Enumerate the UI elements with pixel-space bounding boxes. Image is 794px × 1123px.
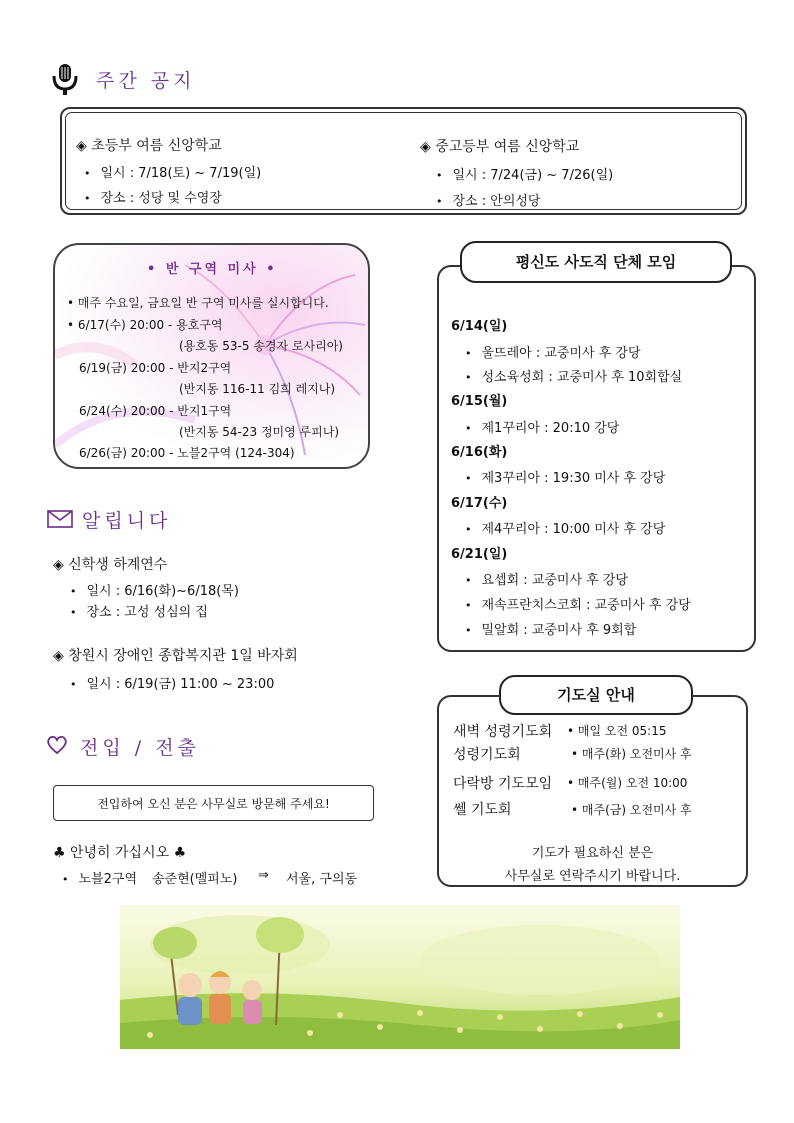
apostolate-date: 6/16(화) — [451, 445, 508, 460]
school-left-title: ◈ 초등부 여름 신앙학교 — [76, 138, 222, 154]
header — [50, 62, 250, 96]
mass-line: 6/19(금) 20:00 - 반지2구역 — [79, 361, 232, 375]
mass-line: 6/24(수) 20:00 - 반지1구역 — [79, 404, 232, 418]
prayer-when: • 매주(화) 오전미사 후 — [571, 747, 692, 761]
mass-line: (반지동 116-11 김희 레지나) — [179, 382, 336, 396]
summer-school-box — [60, 107, 747, 215]
mass-line: (용호동 53-5 송경자 로사리아) — [179, 339, 343, 353]
notice-item-line: • 일시 : 6/16(화)~6/18(목) — [70, 580, 239, 599]
prayer-footer: 기도가 필요하신 분은 — [531, 846, 654, 861]
farewell-title: ♣ 안녕히 가십시오 ♣ — [53, 845, 187, 861]
microphone-icon — [50, 62, 80, 96]
apostolate-item: • 성소육성회 : 교중미사 후 10회합실 — [465, 366, 682, 385]
moving-notice: 전입하여 오신 분은 사무실로 방문해 주세요! — [97, 797, 330, 811]
school-left-line: • 일시 : 7/18(토) ~ 7/19(일) — [84, 162, 261, 181]
farewell-area: • 노블2구역 — [62, 868, 137, 887]
mass-line: • 매주 수요일, 금요일 반 구역 미사를 실시합니다. — [67, 296, 329, 310]
mass-line: • 6/17(수) 20:00 - 용호구역 — [67, 318, 223, 332]
children-spring-meadow-illustration — [120, 905, 680, 1049]
notice-item-line: • 장소 : 고성 성심의 집 — [70, 601, 208, 620]
apostolate-date: 6/15(월) — [451, 394, 508, 409]
moving-title: 전입 / 전출 — [80, 737, 200, 759]
mass-line: (반지동 54-23 정미영 루피나) — [179, 425, 340, 439]
notice-item-title: ◈ 창원시 장애인 종합복지관 1일 바자회 — [53, 648, 298, 664]
apostolate-item: • 밀알회 : 교중미사 후 9회합 — [465, 619, 636, 638]
school-right-title: ◈ 중고등부 여름 신앙학교 — [420, 139, 580, 155]
arrow-icon: ⇒ — [258, 868, 269, 883]
page-title: 주간 공지 — [96, 70, 196, 92]
apostolate-item: • 제3꾸리아 : 19:30 미사 후 강당 — [465, 467, 665, 486]
notices-title: 알립니다 — [82, 510, 172, 532]
prayer-footer: 사무실로 연락주시기 바랍니다. — [504, 869, 681, 884]
farewell-dest: 서울, 구의동 — [286, 872, 358, 887]
prayer-when: • 매주(월) 오전 10:00 — [567, 776, 688, 790]
apostolate-item: • 재속프란치스코회 : 교중미사 후 강당 — [465, 594, 691, 613]
apostolate-date: 6/21(일) — [451, 547, 508, 562]
prayer-name: 새벽 성령기도회 — [453, 724, 553, 740]
prayer-when: • 매주(금) 오전미사 후 — [571, 803, 692, 817]
apostolate-title: 평신도 사도직 단체 모임 — [460, 241, 732, 283]
school-right-line: • 일시 : 7/24(금) ~ 7/26(일) — [436, 164, 613, 183]
apostolate-item: • 제4꾸리아 : 10:00 미사 후 강당 — [465, 518, 665, 537]
mass-line: 6/26(금) 20:00 - 노블2구역 (124-304) — [79, 446, 295, 460]
moving-notice-box — [53, 785, 374, 821]
notice-item-line: • 일시 : 6/19(금) 11:00 ~ 23:00 — [70, 673, 274, 692]
apostolate-item: • 제1꾸리아 : 20:10 강당 — [465, 417, 619, 436]
apostolate-date: 6/14(일) — [451, 319, 508, 334]
group-mass-box — [53, 243, 370, 469]
prayer-when: • 매일 오전 05:15 — [567, 724, 667, 738]
prayer-name: 다락방 기도모임 — [453, 776, 553, 792]
envelope-icon — [47, 510, 73, 528]
heart-icon — [46, 735, 68, 755]
apostolate-item: • 요셉회 : 교중미사 후 강당 — [465, 569, 628, 588]
apostolate-panel — [437, 265, 756, 652]
mass-title: • 반 구역 미사 • — [147, 262, 278, 277]
apostolate-date: 6/17(수) — [451, 496, 508, 511]
school-left-line: • 장소 : 성당 및 수영장 — [84, 187, 222, 206]
prayer-room-panel — [437, 695, 748, 887]
farewell-name: 송준현(멜피노) — [152, 872, 238, 887]
school-right-line: • 장소 : 안의성당 — [436, 190, 541, 209]
prayer-name: 쎌 기도회 — [453, 802, 512, 818]
prayer-room-title: 기도실 안내 — [499, 675, 693, 715]
apostolate-item: • 울뜨레아 : 교중미사 후 강당 — [465, 342, 641, 361]
prayer-name: 성령기도회 — [453, 747, 521, 763]
notice-item-title: ◈ 신학생 하계연수 — [53, 557, 168, 573]
